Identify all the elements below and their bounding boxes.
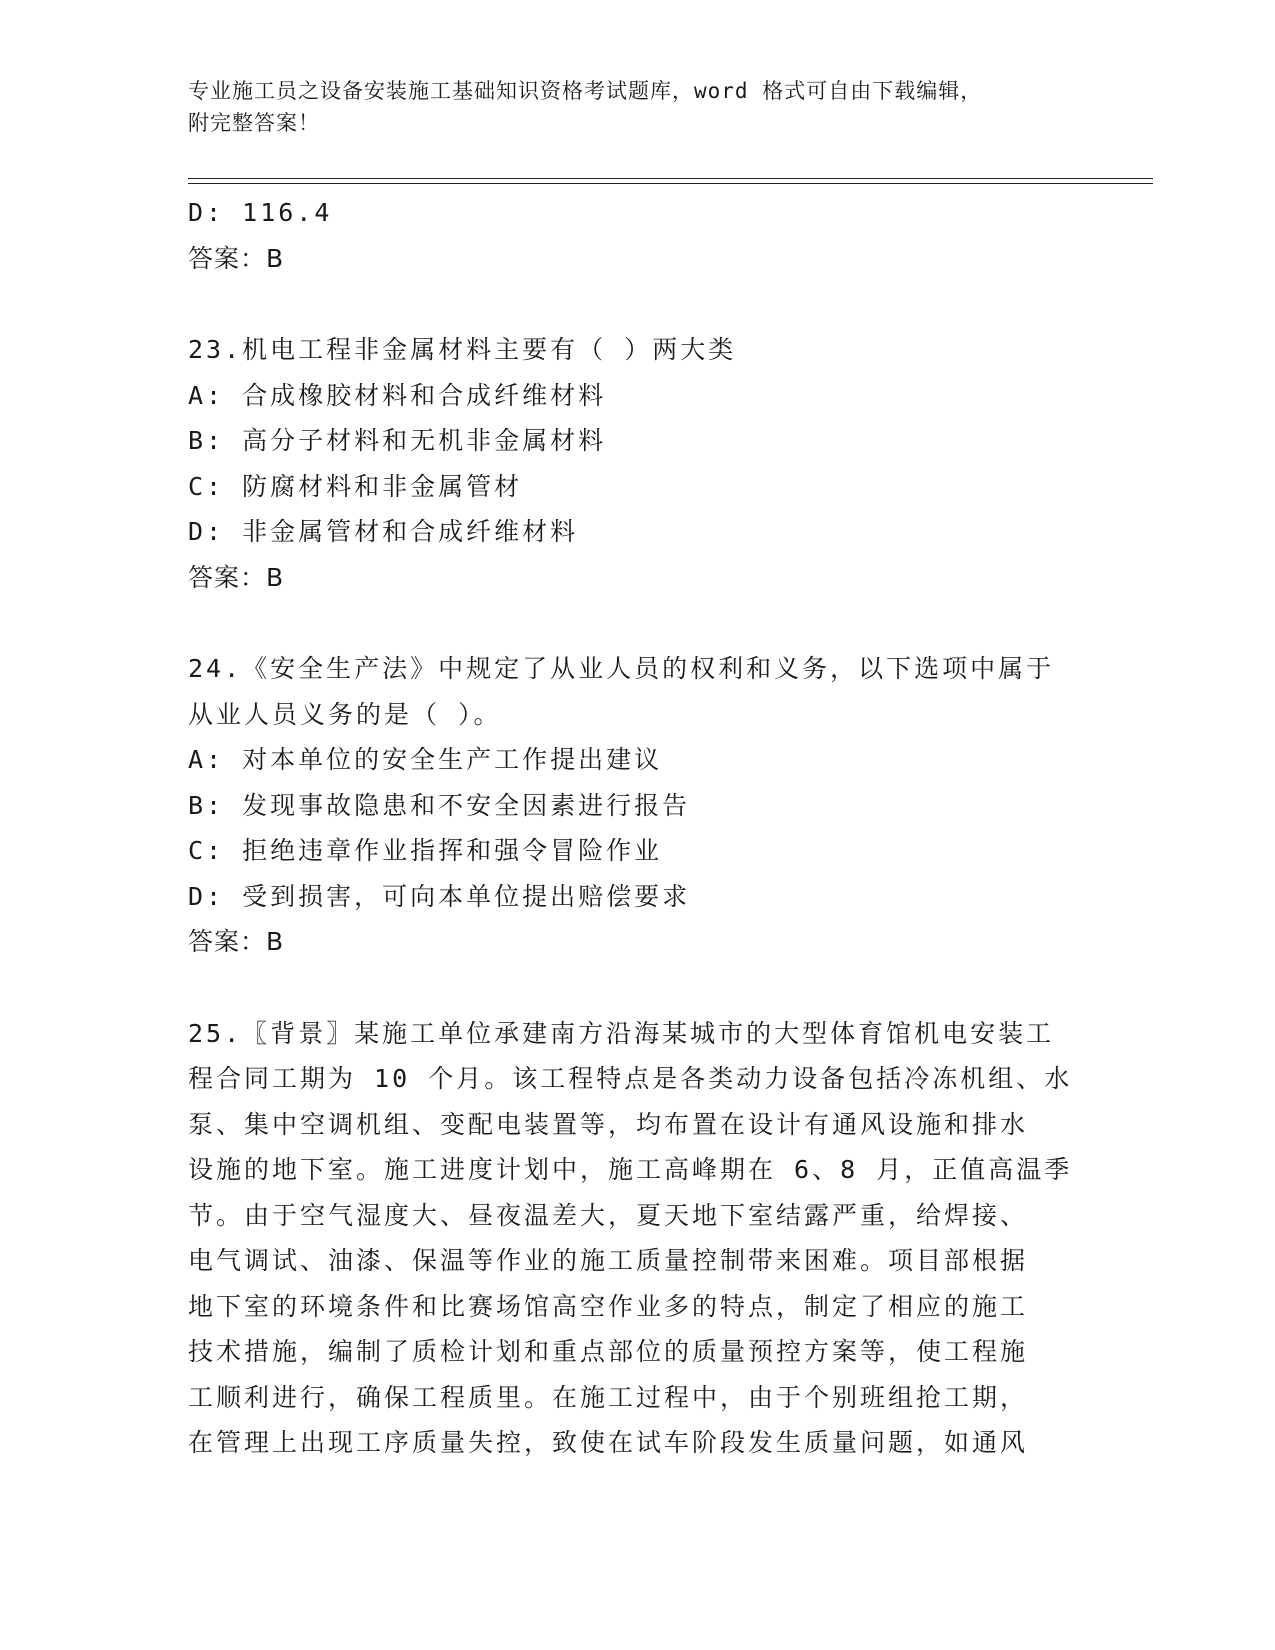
paragraph-line: 泵、集中空调机组、变配电装置等，均布置在设计有通风设施和排水 (188, 1109, 1029, 1139)
spacer (188, 600, 1088, 646)
spacer (188, 281, 1088, 327)
question-stem: 23.机电工程非金属材料主要有（ ）两大类 (188, 335, 737, 364)
option-d: D: 受到损害，可向本单位提出赔偿要求 (188, 881, 691, 911)
document-body (188, 190, 1088, 1466)
spacer (188, 965, 1088, 1011)
header-line-1: 专业施工员之设备安装施工基础知识资格考试题库，word 格式可自由下载编辑， (188, 79, 983, 103)
paragraph-line: 技术措施，编制了质检计划和重点部位的质量预控方案等，使工程施 (188, 1337, 1029, 1366)
question-25 (188, 1011, 1088, 1466)
page-header (188, 75, 1088, 139)
paragraph-line: 25.〖背景〗某施工单位承建南方沿海某城市的大型体育馆机电安装工 (188, 1018, 1055, 1048)
header-rule-top (188, 178, 1153, 179)
paragraph-line: 程合同工期为 10 个月。该工程特点是各类动力设备包括冷冻机组、水 (188, 1064, 1073, 1093)
paragraph-line: 节。由于空气湿度大、昼夜温差大，夏天地下室结露严重，给焊接、 (188, 1200, 1029, 1230)
paragraph-line: 设施的地下室。施工进度计划中，施工高峰期在 6、8 月，正值高温季 (188, 1155, 1073, 1184)
option-c: C: 拒绝违章作业指挥和强令冒险作业 (188, 836, 663, 865)
question-stem: 从业人员义务的是（ ）。 (188, 699, 502, 729)
header-rule-bottom (188, 183, 1153, 184)
option-a: A: 合成橡胶材料和合成纤维材料 (188, 380, 607, 410)
question-23 (188, 327, 1088, 600)
answer-line: 答案：B (188, 243, 285, 273)
option-c: C: 防腐材料和非金属管材 (188, 471, 523, 501)
paragraph-line: 地下室的环境条件和比赛场馆高空作业多的特点，制定了相应的施工 (188, 1291, 1029, 1321)
option-a: A: 对本单位的安全生产工作提出建议 (188, 745, 663, 774)
option-b: B: 发现事故隐患和不安全因素进行报告 (188, 790, 691, 820)
paragraph-line: 在管理上出现工序质量失控，致使在试车阶段发生质量问题，如通风 (188, 1428, 1029, 1457)
header-line-2: 附完整答案！ (188, 111, 320, 135)
paragraph-line: 电气调试、油漆、保温等作业的施工质量控制带来困难。项目部根据 (188, 1246, 1029, 1275)
option-b: B: 高分子材料和无机非金属材料 (188, 426, 607, 455)
answer-line: 答案：B (188, 927, 285, 956)
paragraph-line: 工顺利进行，确保工程质里。在施工过程中，由于个别班组抢工期， (188, 1382, 1029, 1412)
answer-line: 答案：B (188, 562, 285, 592)
option-d: D: 116.4 (188, 198, 333, 227)
question-stem: 24.《安全生产法》中规定了从业人员的权利和义务，以下选项中属于 (188, 654, 1055, 683)
question-24 (188, 646, 1088, 965)
option-d: D: 非金属管材和合成纤维材料 (188, 517, 579, 546)
